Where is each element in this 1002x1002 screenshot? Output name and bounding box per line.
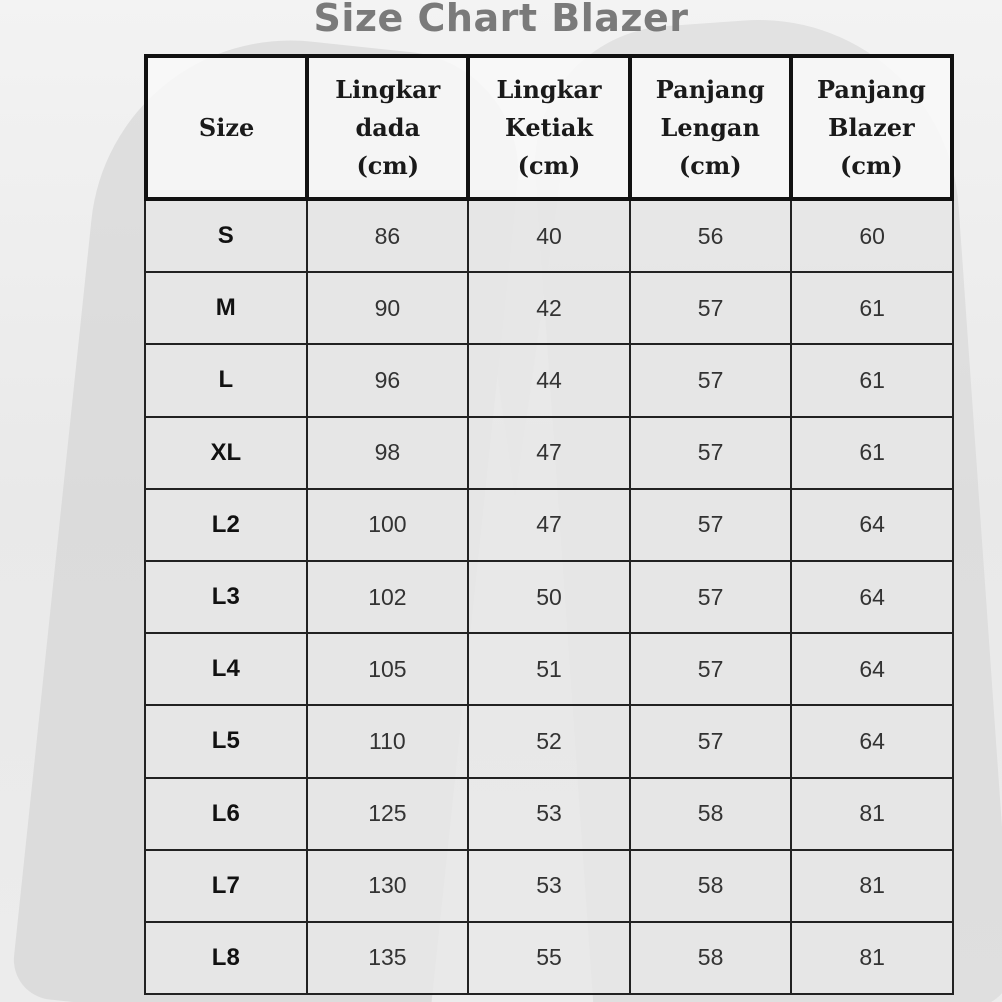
cell-size: S: [146, 201, 306, 271]
cell-lingkar-ketiak: 52: [467, 706, 629, 776]
header-lingkar-ketiak: Lingkar Ketiak (cm): [466, 58, 627, 197]
cell-lingkar-dada: 90: [306, 273, 468, 343]
cell-lingkar-dada: 96: [306, 345, 468, 415]
table-body: [144, 201, 954, 995]
cell-size: L4: [146, 634, 306, 704]
cell-panjang-lengan: 57: [629, 562, 791, 632]
cell-panjang-lengan: 57: [629, 273, 791, 343]
cell-panjang-blazer: 81: [790, 779, 952, 849]
cell-panjang-lengan: 57: [629, 634, 791, 704]
page-title: Size Chart Blazer: [313, 0, 689, 40]
cell-lingkar-dada: 102: [306, 562, 468, 632]
cell-panjang-blazer: 64: [790, 490, 952, 560]
cell-lingkar-ketiak: 50: [467, 562, 629, 632]
table-row: [146, 706, 952, 778]
cell-lingkar-dada: 130: [306, 851, 468, 921]
table-row: [146, 273, 952, 345]
cell-size: XL: [146, 418, 306, 488]
cell-panjang-lengan: 58: [629, 851, 791, 921]
table-row: [146, 490, 952, 562]
table-row: [146, 418, 952, 490]
cell-lingkar-dada: 110: [306, 706, 468, 776]
header-size: Size: [198, 112, 255, 142]
cell-lingkar-ketiak: 44: [467, 345, 629, 415]
table-row: [146, 201, 952, 273]
cell-lingkar-dada: 125: [306, 779, 468, 849]
cell-panjang-lengan: 57: [629, 418, 791, 488]
cell-panjang-blazer: 81: [790, 923, 952, 993]
cell-lingkar-dada: 100: [306, 490, 468, 560]
cell-panjang-blazer: 64: [790, 634, 952, 704]
cell-panjang-lengan: 58: [629, 779, 791, 849]
cell-panjang-blazer: 64: [790, 706, 952, 776]
cell-size: L8: [146, 923, 306, 993]
cell-lingkar-dada: 105: [306, 634, 468, 704]
cell-size: L7: [146, 851, 306, 921]
header-lingkar-dada: Lingkar dada (cm): [305, 58, 466, 197]
cell-panjang-lengan: 57: [629, 706, 791, 776]
cell-size: L6: [146, 779, 306, 849]
cell-lingkar-dada: 98: [306, 418, 468, 488]
cell-lingkar-dada: 135: [306, 923, 468, 993]
cell-panjang-blazer: 61: [790, 418, 952, 488]
cell-size: L5: [146, 706, 306, 776]
cell-lingkar-ketiak: 51: [467, 634, 629, 704]
cell-panjang-blazer: 61: [790, 273, 952, 343]
cell-panjang-blazer: 60: [790, 201, 952, 271]
table-row: [146, 779, 952, 851]
table-row: [146, 634, 952, 706]
cell-lingkar-ketiak: 47: [467, 418, 629, 488]
cell-panjang-lengan: 58: [629, 923, 791, 993]
cell-panjang-blazer: 61: [790, 345, 952, 415]
table-row: [146, 562, 952, 634]
cell-size: L2: [146, 490, 306, 560]
cell-lingkar-ketiak: 40: [467, 201, 629, 271]
header-panjang-blazer: Panjang Blazer (cm): [789, 58, 950, 197]
table-header: [144, 54, 954, 201]
cell-lingkar-ketiak: 53: [467, 851, 629, 921]
cell-lingkar-ketiak: 42: [467, 273, 629, 343]
cell-panjang-lengan: 56: [629, 201, 791, 271]
cell-panjang-lengan: 57: [629, 345, 791, 415]
cell-size: M: [146, 273, 306, 343]
cell-panjang-lengan: 57: [629, 490, 791, 560]
table-row: [146, 923, 952, 995]
cell-size: L3: [146, 562, 306, 632]
cell-lingkar-ketiak: 47: [467, 490, 629, 560]
cell-lingkar-ketiak: 53: [467, 779, 629, 849]
table-row: [146, 851, 952, 923]
size-chart-table: [144, 54, 954, 1000]
table-row: [146, 345, 952, 417]
cell-lingkar-dada: 86: [306, 201, 468, 271]
cell-panjang-blazer: 81: [790, 851, 952, 921]
cell-lingkar-ketiak: 55: [467, 923, 629, 993]
cell-size: L: [146, 345, 306, 415]
cell-panjang-blazer: 64: [790, 562, 952, 632]
header-panjang-lengan: Panjang Lengan (cm): [628, 58, 789, 197]
